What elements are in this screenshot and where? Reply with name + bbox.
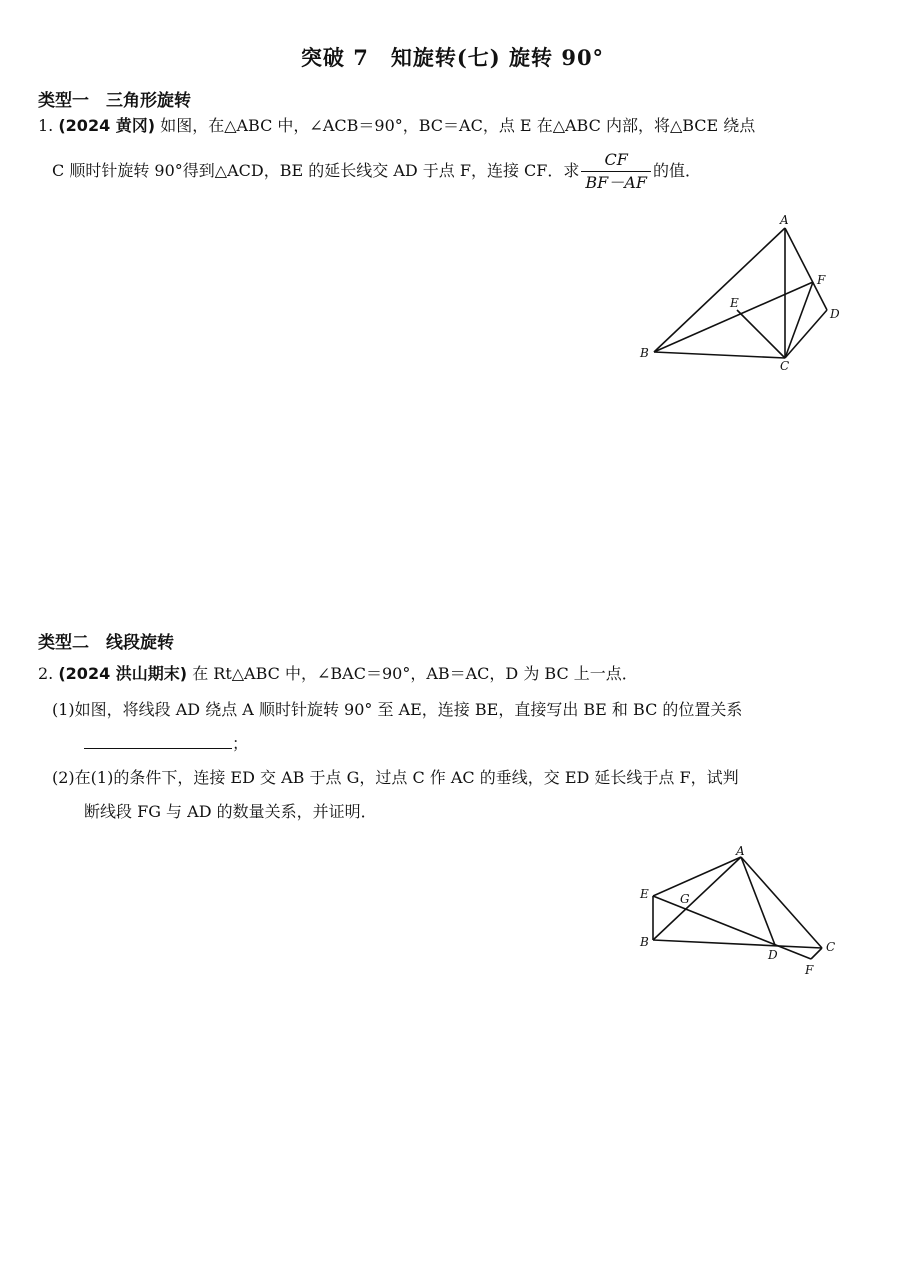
label-G: G (680, 892, 690, 906)
problem-1-line-2 (52, 152, 701, 191)
segment-BA (654, 228, 785, 352)
problem-2-part-1: (1)如图，将线段 AD 绕点 A 顺时针旋转 90° 至 AE，连接 BE，直接写出 BE 和 BC 的位置关系 (52, 700, 743, 719)
problem-1-text-3: 的值． (652, 161, 701, 180)
problem-2-number: 2. (38, 664, 54, 683)
fraction-numerator: CF (581, 152, 651, 172)
fraction-denominator: BF－AF (585, 173, 647, 192)
label-A: A (736, 844, 745, 858)
section-heading-type-1: 类型一 三角形旋转 (38, 91, 191, 111)
label-D: D (768, 948, 778, 962)
problem-2-part-2-line-2: 断线段 FG 与 AD 的数量关系，并证明． (84, 802, 377, 821)
label-A: A (780, 213, 789, 227)
problem-1-text-2: C 顺时针旋转 90°得到△ACD，BE 的延长线交 AD 于点 F，连接 CF．求 (52, 161, 580, 180)
segment-BA (653, 857, 741, 940)
segment-AD (741, 857, 775, 945)
segment-BC (653, 940, 822, 948)
problem-1-source: (2024 黄冈) (58, 116, 156, 135)
answer-blank-end: ； (232, 734, 249, 753)
segment-CF (811, 948, 822, 959)
segment-AC (741, 857, 822, 948)
segment-FC (785, 282, 813, 358)
segment-DC (785, 310, 827, 358)
problem-2-line-1 (38, 666, 638, 682)
label-B: B (640, 346, 649, 360)
segment-EF (653, 896, 811, 959)
label-B: B (640, 935, 649, 949)
segment-BC (654, 352, 785, 358)
problem-1-number: 1. (38, 116, 54, 135)
segment-BF (654, 282, 813, 352)
label-C: C (826, 940, 836, 954)
segment-EC (737, 310, 785, 358)
problem-2-text-1: 在 Rt△ABC 中，∠BAC＝90°，AB＝AC，D 为 BC 上一点． (192, 664, 638, 683)
problem-1-line-1 (38, 118, 755, 134)
page-title: 突破 7 知旋转(七) 旋转 90° (300, 45, 605, 70)
section-heading-type-2: 类型二 线段旋转 (38, 633, 174, 653)
segment-EA (653, 857, 741, 896)
label-C: C (780, 359, 790, 373)
figure-2-segment-rotation (630, 838, 850, 983)
problem-1-text-1: 如图，在△ABC 中，∠ACB＝90°，BC＝AC，点 E 在△ABC 内部，将△BCE 绕点 (160, 116, 756, 135)
label-E: E (730, 296, 739, 310)
problem-2-answer-line (84, 732, 248, 752)
problem-2-part-2-line-1: (2)在(1)的条件下，连接 ED 交 AB 于点 G，过点 C 作 AC 的垂线，交 ED 延长线于点 F，试判 (52, 768, 739, 787)
label-E: E (640, 887, 649, 901)
segment-AD (785, 228, 827, 310)
label-D: D (830, 307, 840, 321)
problem-1-fraction (581, 152, 651, 191)
label-F: F (805, 963, 814, 977)
figure-1-triangle-rotation (630, 210, 850, 380)
label-F: F (817, 273, 826, 287)
answer-blank[interactable] (84, 732, 232, 749)
problem-2-source: (2024 洪山期末) (58, 664, 188, 683)
